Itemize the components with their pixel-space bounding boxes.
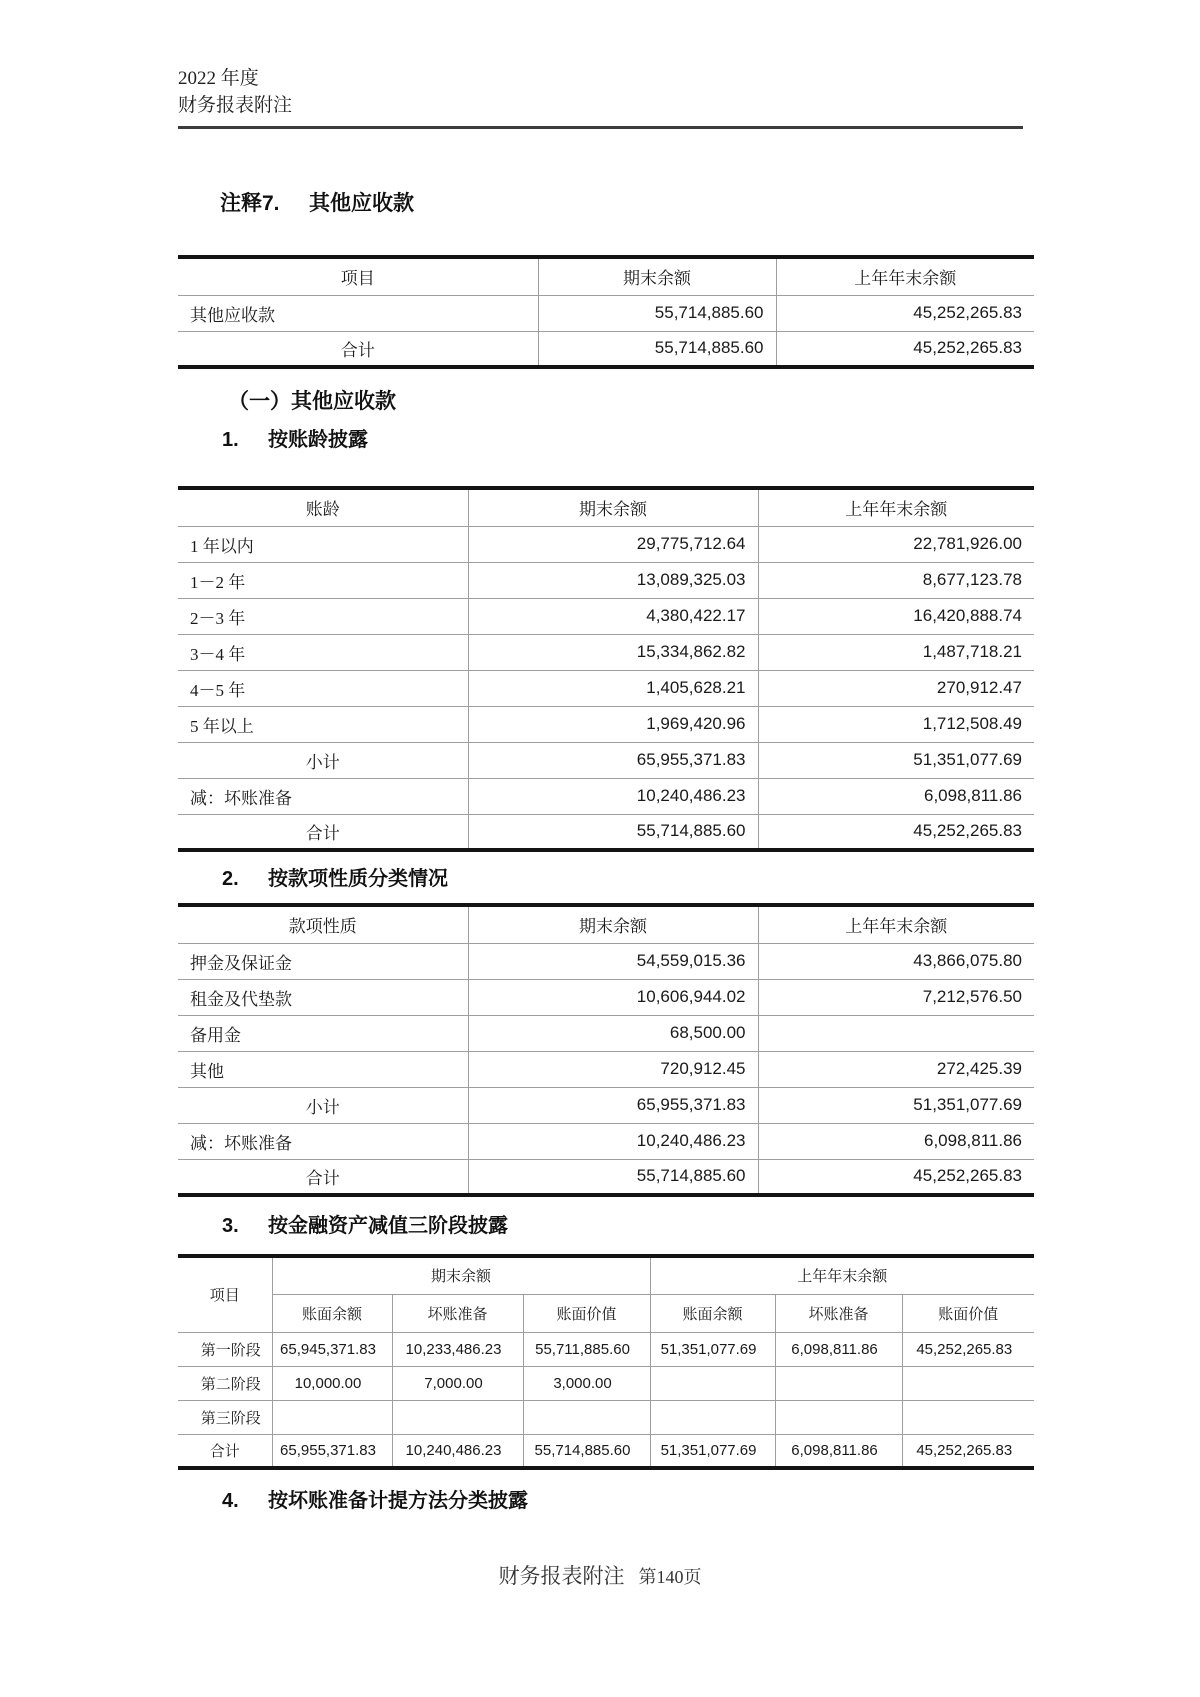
- cell-value: 55,714,885.60: [523, 1434, 650, 1468]
- table-row: [178, 943, 1034, 979]
- col-header-item: 项目: [178, 1256, 272, 1332]
- cell-label: 合计: [178, 1434, 272, 1468]
- nature-heading-title: 按款项性质分类情况: [268, 868, 448, 891]
- stage-table: [178, 1254, 1034, 1470]
- cell-prior: 270,912.47: [758, 670, 1034, 706]
- cell-value: 6,098,811.86: [775, 1434, 902, 1468]
- nature-table: [178, 903, 1034, 1197]
- cell-current: 4,380,422.17: [468, 598, 758, 634]
- cell-label: 小计: [178, 1087, 468, 1123]
- table-row: [178, 670, 1034, 706]
- header-year-line: 2022 年度: [178, 68, 259, 89]
- cell-value: [902, 1400, 1034, 1434]
- col-header-prior: 上年年末余额: [758, 488, 1034, 526]
- group-header-prior: 上年年末余额: [650, 1256, 1034, 1294]
- table-row-total: [178, 331, 1034, 367]
- cell-prior: 7,212,576.50: [758, 979, 1034, 1015]
- col-header-book-value: 账面价值: [902, 1294, 1034, 1332]
- cell-label: 1 年以内: [178, 526, 468, 562]
- cell-prior: 45,252,265.83: [776, 331, 1034, 367]
- col-header-prior: 上年年末余额: [776, 257, 1034, 295]
- col-header-current: 期末余额: [538, 257, 776, 295]
- col-header-book-balance: 账面余额: [650, 1294, 775, 1332]
- cell-prior: 45,252,265.83: [776, 295, 1034, 331]
- cell-value: 7,000.00: [392, 1366, 523, 1400]
- footer-page-number: 第140页: [638, 1567, 702, 1587]
- cell-value: 10,000.00: [272, 1366, 392, 1400]
- cell-label: 4－5 年: [178, 670, 468, 706]
- cell-label: 小计: [178, 742, 468, 778]
- table-group-header-row: [178, 1256, 1034, 1294]
- cell-value: 3,000.00: [523, 1366, 650, 1400]
- note7-heading: [220, 187, 1034, 217]
- note7-number: 注释7.: [220, 192, 280, 216]
- method-heading-title: 按坏账准备计提方法分类披露: [268, 1490, 528, 1513]
- cell-label: 第二阶段: [178, 1366, 272, 1400]
- table-row-total: [178, 814, 1034, 850]
- cell-label: 减：坏账准备: [178, 778, 468, 814]
- cell-prior: 43,866,075.80: [758, 943, 1034, 979]
- col-header-aging: 账龄: [178, 488, 468, 526]
- table-row: [178, 598, 1034, 634]
- method-heading-number: 4.: [222, 1490, 239, 1513]
- cell-prior: 272,425.39: [758, 1051, 1034, 1087]
- table-row: [178, 1366, 1034, 1400]
- cell-current: 29,775,712.64: [468, 526, 758, 562]
- page-footer: [0, 1560, 1200, 1590]
- table-row: [178, 634, 1034, 670]
- cell-current: 55,714,885.60: [468, 814, 758, 850]
- cell-current: 55,714,885.60: [468, 1159, 758, 1195]
- table-row: [178, 778, 1034, 814]
- cell-label: 押金及保证金: [178, 943, 468, 979]
- cell-value: [902, 1366, 1034, 1400]
- cell-prior: 8,677,123.78: [758, 562, 1034, 598]
- cell-current: 10,606,944.02: [468, 979, 758, 1015]
- cell-prior: 6,098,811.86: [758, 1123, 1034, 1159]
- cell-current: 15,334,862.82: [468, 634, 758, 670]
- cell-label: 合计: [178, 814, 468, 850]
- cell-label: 第三阶段: [178, 1400, 272, 1434]
- cell-label: 合计: [178, 331, 538, 367]
- header-doc-line: 财务报表附注: [178, 94, 293, 116]
- cell-prior: 45,252,265.83: [758, 814, 1034, 850]
- table-row: [178, 1400, 1034, 1434]
- cell-label: 备用金: [178, 1015, 468, 1051]
- nature-heading-number: 2.: [222, 868, 239, 891]
- col-header-book-balance: 账面余额: [272, 1294, 392, 1332]
- table-row: [178, 526, 1034, 562]
- cell-value: [523, 1400, 650, 1434]
- cell-label: 第一阶段: [178, 1332, 272, 1366]
- stages-heading: [222, 1209, 1034, 1238]
- cell-prior: 45,252,265.83: [758, 1159, 1034, 1195]
- table-row: [178, 1123, 1034, 1159]
- running-header: [178, 66, 1034, 119]
- table-row-total: [178, 1434, 1034, 1468]
- aging-heading-number: 1.: [222, 429, 239, 452]
- cell-current: 10,240,486.23: [468, 778, 758, 814]
- table-row-total: [178, 1159, 1034, 1195]
- cell-current: 54,559,015.36: [468, 943, 758, 979]
- cell-label: 租金及代垫款: [178, 979, 468, 1015]
- cell-value: 45,252,265.83: [902, 1434, 1034, 1468]
- cell-current: 720,912.45: [468, 1051, 758, 1087]
- cell-value: 55,711,885.60: [523, 1332, 650, 1366]
- cell-label: 3－4 年: [178, 634, 468, 670]
- page-content: [178, 0, 1034, 1513]
- group-header-current: 期末余额: [272, 1256, 650, 1294]
- table-header-row: [178, 905, 1034, 943]
- cell-value: [650, 1400, 775, 1434]
- cell-prior: 22,781,926.00: [758, 526, 1034, 562]
- table-row-subtotal: [178, 1087, 1034, 1123]
- summary-table: [178, 255, 1034, 369]
- table-row: [178, 979, 1034, 1015]
- cell-value: [775, 1400, 902, 1434]
- col-header-book-value: 账面价值: [523, 1294, 650, 1332]
- note7-title: 其他应收款: [309, 192, 414, 216]
- cell-prior: 1,712,508.49: [758, 706, 1034, 742]
- cell-value: 65,945,371.83: [272, 1332, 392, 1366]
- method-heading: [222, 1484, 1034, 1513]
- table-row: [178, 295, 1034, 331]
- col-header-nature: 款项性质: [178, 905, 468, 943]
- table-row: [178, 1332, 1034, 1366]
- table-header-row: [178, 488, 1034, 526]
- cell-prior: [758, 1015, 1034, 1051]
- table-row: [178, 1015, 1034, 1051]
- cell-value: 51,351,077.69: [650, 1434, 775, 1468]
- cell-current: 10,240,486.23: [468, 1123, 758, 1159]
- section-1-heading: （一）其他应收款: [228, 390, 396, 414]
- col-header-bad-debt: 坏账准备: [775, 1294, 902, 1332]
- cell-value: 51,351,077.69: [650, 1332, 775, 1366]
- cell-value: [650, 1366, 775, 1400]
- col-header-prior: 上年年末余额: [758, 905, 1034, 943]
- cell-current: 65,955,371.83: [468, 742, 758, 778]
- cell-value: 6,098,811.86: [775, 1332, 902, 1366]
- cell-current: 55,714,885.60: [538, 295, 776, 331]
- cell-value: [392, 1400, 523, 1434]
- cell-current: 13,089,325.03: [468, 562, 758, 598]
- cell-prior: 51,351,077.69: [758, 742, 1034, 778]
- aging-heading-title: 按账龄披露: [268, 429, 368, 452]
- stages-heading-title: 按金融资产减值三阶段披露: [268, 1215, 508, 1238]
- cell-label: 其他: [178, 1051, 468, 1087]
- table-row: [178, 562, 1034, 598]
- cell-label: 减：坏账准备: [178, 1123, 468, 1159]
- aging-table: [178, 486, 1034, 852]
- cell-label: 5 年以上: [178, 706, 468, 742]
- cell-label: 合计: [178, 1159, 468, 1195]
- cell-prior: 6,098,811.86: [758, 778, 1034, 814]
- cell-prior: 16,420,888.74: [758, 598, 1034, 634]
- cell-current: 55,714,885.60: [538, 331, 776, 367]
- cell-value: 10,240,486.23: [392, 1434, 523, 1468]
- cell-prior: 1,487,718.21: [758, 634, 1034, 670]
- table-row: [178, 706, 1034, 742]
- footer-doc-title: 财务报表附注: [498, 1564, 625, 1588]
- cell-label: 2－3 年: [178, 598, 468, 634]
- cell-current: 65,955,371.83: [468, 1087, 758, 1123]
- aging-heading: [222, 423, 1034, 452]
- col-header-current: 期末余额: [468, 905, 758, 943]
- nature-heading: [222, 862, 1034, 891]
- col-header-item: 项目: [178, 257, 538, 295]
- col-header-current: 期末余额: [468, 488, 758, 526]
- cell-current: 68,500.00: [468, 1015, 758, 1051]
- cell-current: 1,405,628.21: [468, 670, 758, 706]
- cell-label: 1－2 年: [178, 562, 468, 598]
- table-header-row: [178, 257, 1034, 295]
- cell-label: 其他应收款: [178, 295, 538, 331]
- cell-value: 45,252,265.83: [902, 1332, 1034, 1366]
- table-row-subtotal: [178, 742, 1034, 778]
- cell-prior: 51,351,077.69: [758, 1087, 1034, 1123]
- table-row: [178, 1051, 1034, 1087]
- col-header-bad-debt: 坏账准备: [392, 1294, 523, 1332]
- cell-value: [775, 1366, 902, 1400]
- header-rule: [178, 126, 1023, 129]
- stages-heading-number: 3.: [222, 1215, 239, 1238]
- table-subheader-row: [178, 1294, 1034, 1332]
- cell-value: [272, 1400, 392, 1434]
- cell-current: 1,969,420.96: [468, 706, 758, 742]
- cell-value: 10,233,486.23: [392, 1332, 523, 1366]
- cell-value: 65,955,371.83: [272, 1434, 392, 1468]
